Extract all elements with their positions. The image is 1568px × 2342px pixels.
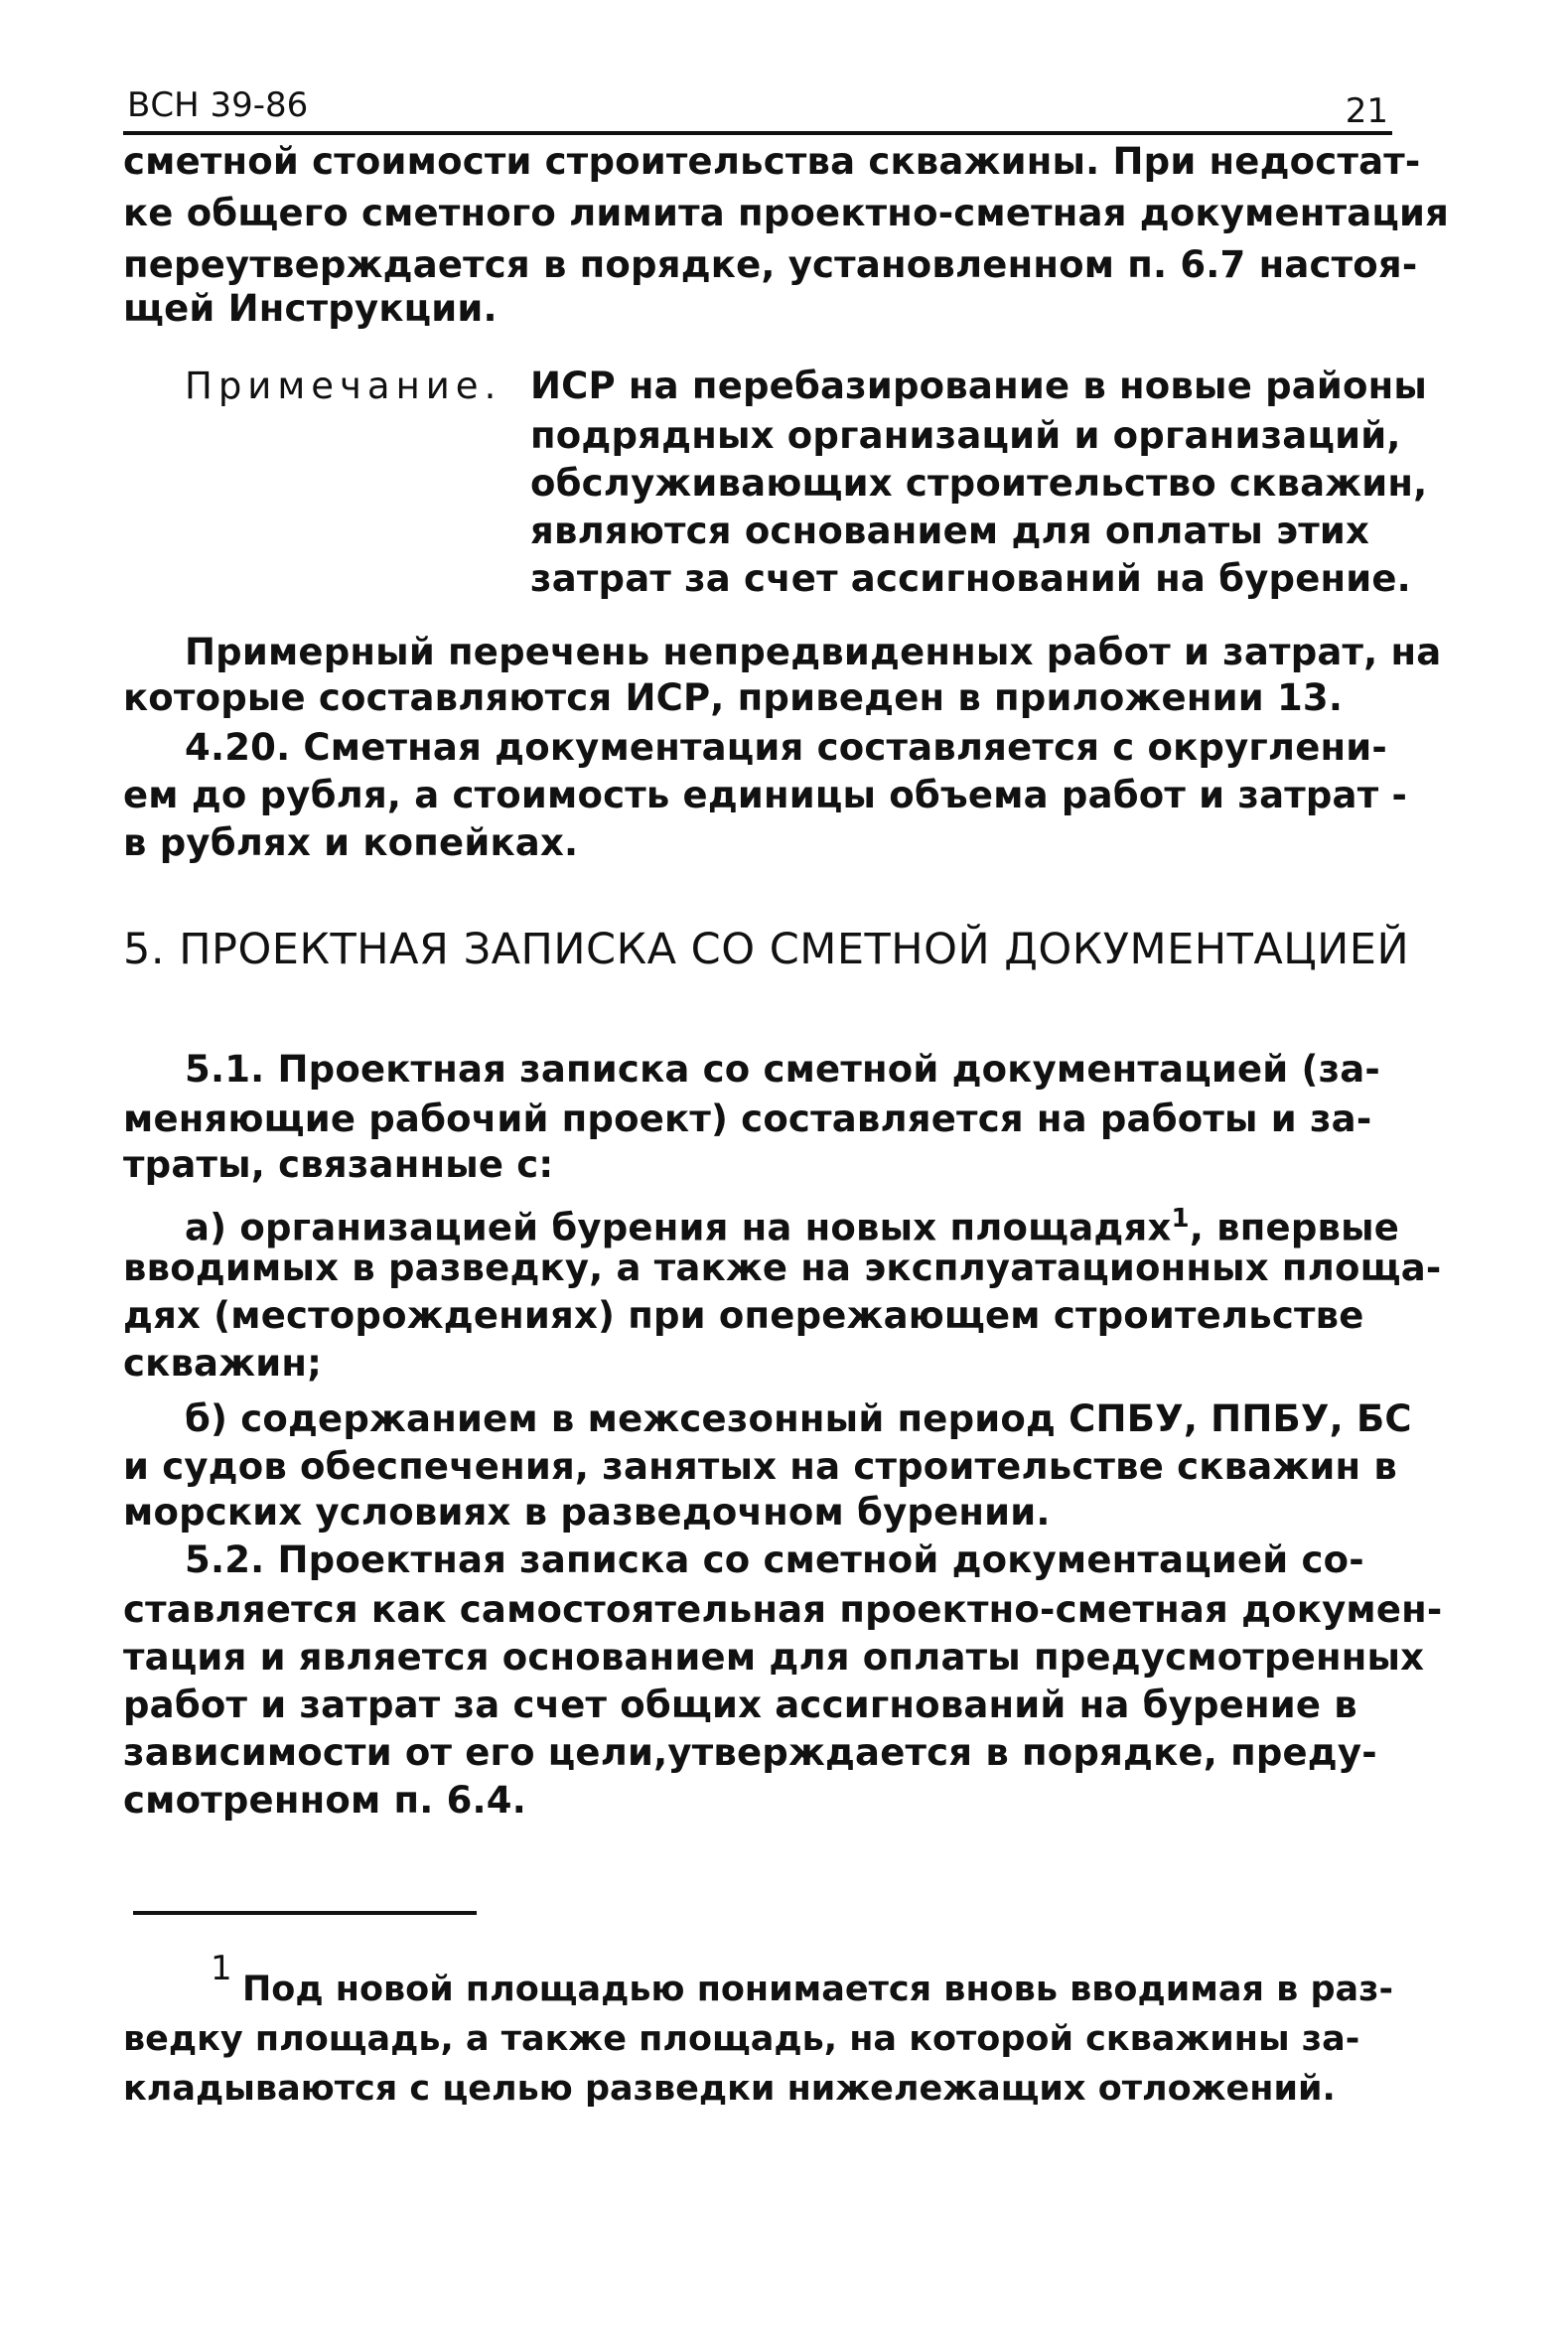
footnote-mark: 1 (211, 1949, 232, 1988)
document-code: ВСН 39-86 (127, 85, 309, 125)
footnote-reference: 1 (1171, 1204, 1190, 1234)
text-line: меняющие рабочий проект) составляется на работы и за- (123, 1098, 1372, 1140)
text-line: смотренном п. 6.4. (123, 1779, 526, 1822)
text-line: морских условиях в разведочном бурении. (123, 1491, 1051, 1534)
text-line: переутверждается в порядке, установленном п. 6.7 настоя- (123, 243, 1418, 286)
item-a-first-line (185, 1196, 1399, 1250)
note-label: Примечание. (185, 365, 502, 407)
text-line: б) содержанием в межсезонный период СПБУ, ППБУ, БС (185, 1397, 1412, 1440)
text-line: 5.2. Проектная записка со сметной документацией со- (185, 1538, 1364, 1581)
note-line: подрядных организаций и организаций, (530, 414, 1401, 457)
note-line: ИСР на перебазирование в новые районы (530, 365, 1428, 407)
text-line: вводимых в разведку, а также на эксплуатационных площа- (123, 1246, 1442, 1289)
text-line: Примерный перечень непредвиденных работ и затрат, на (185, 631, 1442, 673)
text-line: 4.20. Сметная документация составляется с округлени- (185, 726, 1387, 769)
text-line: работ и затрат за счет общих ассигнований на бурение в (123, 1683, 1357, 1726)
page-header (123, 83, 1392, 135)
footnote-line: Под новой площадью понимается вновь вводимая в раз- (242, 1970, 1394, 2009)
item-a-text: а) организацией бурения на новых площадях (185, 1206, 1172, 1249)
text-line: в рублях и копейках. (123, 821, 579, 864)
page-number: 21 (1345, 91, 1388, 131)
text-line: сметной стоимости строительства скважины. При недостат- (123, 140, 1421, 183)
text-line: дях (месторождениях) при опережающем строительстве (123, 1294, 1364, 1337)
note-line: являются основанием для оплаты этих (530, 510, 1370, 552)
text-line: траты, связанные с: (123, 1143, 554, 1186)
text-line: зависимости от его цели,утверждается в порядке, преду- (123, 1731, 1377, 1774)
footnote-line: ведку площадь, а также площадь, на которой скважины за- (123, 2019, 1360, 2059)
footnote-line: кладываются с целью разведки нижележащих отложений. (123, 2069, 1336, 2109)
text-line: тация и является основанием для оплаты предусмотренных (123, 1636, 1425, 1679)
text-line: скважин; (123, 1342, 323, 1385)
note-line: затрат за счет ассигнований на бурение. (530, 557, 1411, 600)
text-line: ставляется как самостоятельная проектно-сметная докумен- (123, 1588, 1443, 1631)
footnote-separator (133, 1911, 477, 1915)
text-line: ем до рубля, а стоимость единицы объема работ и затрат - (123, 774, 1408, 816)
text-line: щей Инструкции. (123, 287, 498, 330)
text-line: ке общего сметного лимита проектно-сметная документация (123, 192, 1450, 234)
text-line: которые составляются ИСР, приведен в приложении 13. (123, 676, 1344, 719)
section-heading: 5. ПРОЕКТНАЯ ЗАПИСКА СО СМЕТНОЙ ДОКУМЕНТАЦИЕЙ (123, 925, 1410, 974)
item-a-text: , впервые (1189, 1206, 1400, 1249)
note-line: обслуживающих строительство скважин, (530, 462, 1428, 505)
text-line: и судов обеспечения, занятых на строительстве скважин в (123, 1445, 1397, 1488)
text-line: 5.1. Проектная записка со сметной документацией (за- (185, 1048, 1380, 1091)
